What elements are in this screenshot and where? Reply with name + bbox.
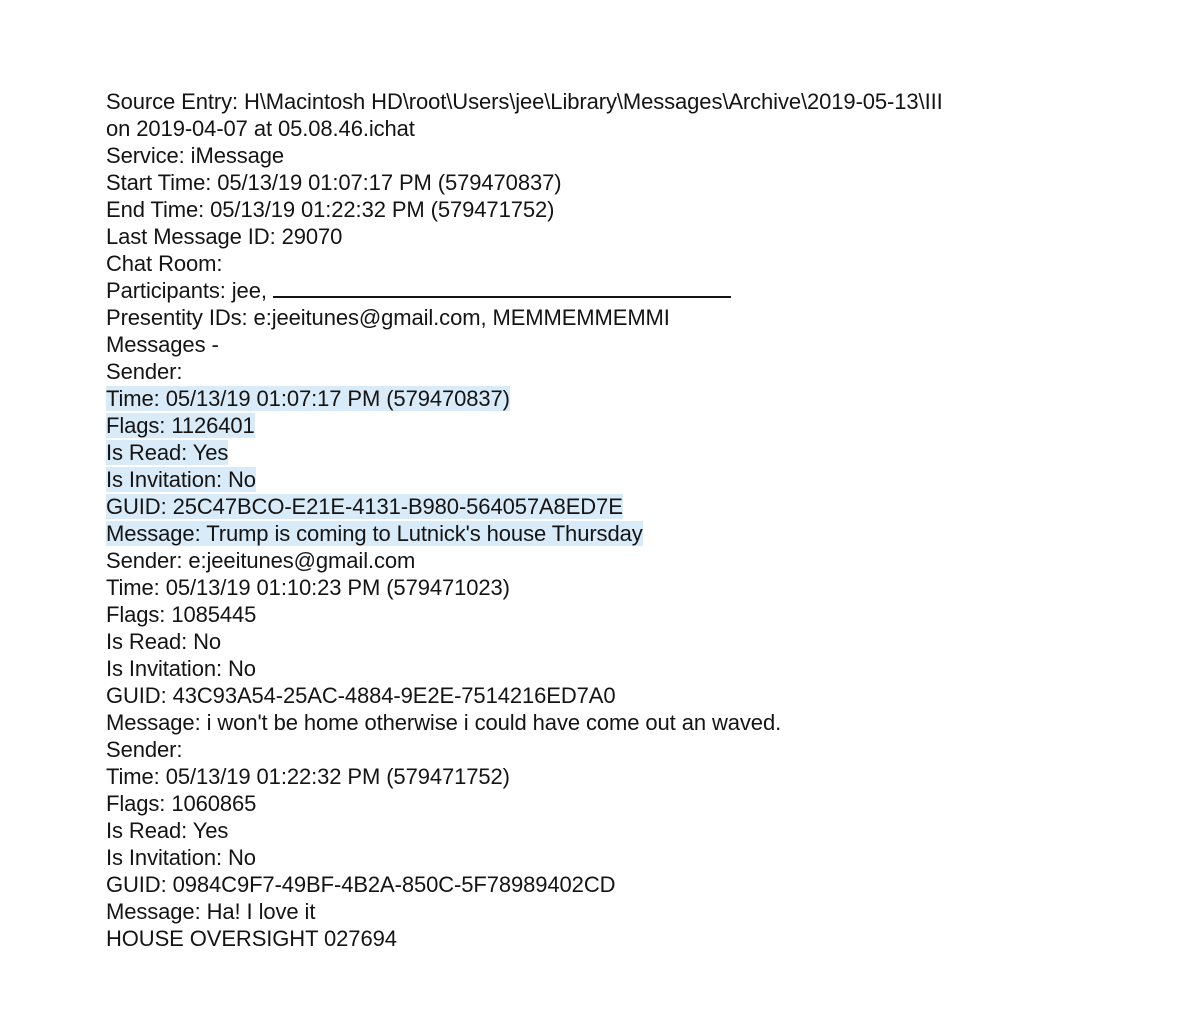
bates-number: HOUSE OVERSIGHT 027694 bbox=[106, 926, 397, 951]
highlighted-text: Is Invitation: No bbox=[106, 467, 256, 492]
participants-line bbox=[106, 277, 1166, 304]
message-1-body bbox=[106, 520, 1166, 547]
message-2-is-read: Is Read: No bbox=[106, 629, 222, 654]
message-1-time bbox=[106, 385, 1166, 412]
source-entry-line-1: Source Entry: H\Macintosh HD\root\Users\jee\Library\Messages\Archive\2019-05-13\III bbox=[106, 89, 943, 114]
message-2-body: Message: i won't be home otherwise i could have come out an waved. bbox=[106, 710, 782, 735]
redaction-underline bbox=[273, 277, 731, 298]
service-line: Service: iMessage bbox=[106, 143, 285, 168]
message-3-sender: Sender: bbox=[106, 737, 183, 762]
message-3-guid: GUID: 0984C9F7-49BF-4B2A-850C-5F78989402CD bbox=[106, 872, 616, 897]
message-2-flags: Flags: 1085445 bbox=[106, 602, 257, 627]
message-3-body: Message: Ha! I love it bbox=[106, 899, 316, 924]
message-1-sender: Sender: bbox=[106, 359, 183, 384]
message-1-guid bbox=[106, 493, 1166, 520]
chat-room-line: Chat Room: bbox=[106, 251, 223, 276]
message-3-is-invitation: Is Invitation: No bbox=[106, 845, 256, 870]
highlighted-text: Time: 05/13/19 01:07:17 PM (579470837) bbox=[106, 386, 510, 411]
message-2-is-invitation: Is Invitation: No bbox=[106, 656, 256, 681]
highlighted-text: GUID: 25C47BCO-E21E-4131-B980-564057A8ED7E bbox=[106, 494, 623, 519]
message-3-is-read: Is Read: Yes bbox=[106, 818, 229, 843]
message-1-is-read bbox=[106, 439, 1166, 466]
presentity-ids-line: Presentity IDs: e:jeeitunes@gmail.com, MEMMEMMEMMI bbox=[106, 305, 670, 330]
message-2-time: Time: 05/13/19 01:10:23 PM (579471023) bbox=[106, 575, 510, 600]
message-3-time: Time: 05/13/19 01:22:32 PM (579471752) bbox=[106, 764, 510, 789]
message-2-guid: GUID: 43C93A54-25AC-4884-9E2E-7514216ED7A0 bbox=[106, 683, 616, 708]
end-time-line: End Time: 05/13/19 01:22:32 PM (579471752) bbox=[106, 197, 555, 222]
highlighted-text: Is Read: Yes bbox=[106, 440, 229, 465]
last-message-id-line: Last Message ID: 29070 bbox=[106, 224, 343, 249]
participants-text: Participants: jee, bbox=[106, 278, 267, 303]
start-time-line: Start Time: 05/13/19 01:07:17 PM (579470837) bbox=[106, 170, 562, 195]
highlighted-text: Message: Trump is coming to Lutnick's house Thursday bbox=[106, 521, 643, 546]
message-1-flags bbox=[106, 412, 1166, 439]
message-3-flags: Flags: 1060865 bbox=[106, 791, 257, 816]
messages-label: Messages - bbox=[106, 332, 219, 357]
chat-log bbox=[106, 88, 1166, 952]
highlighted-text: Flags: 1126401 bbox=[106, 413, 255, 438]
message-2-sender: Sender: e:jeeitunes@gmail.com bbox=[106, 548, 416, 573]
message-1-is-invitation bbox=[106, 466, 1166, 493]
source-entry-line-2: on 2019-04-07 at 05.08.46.ichat bbox=[106, 116, 415, 141]
